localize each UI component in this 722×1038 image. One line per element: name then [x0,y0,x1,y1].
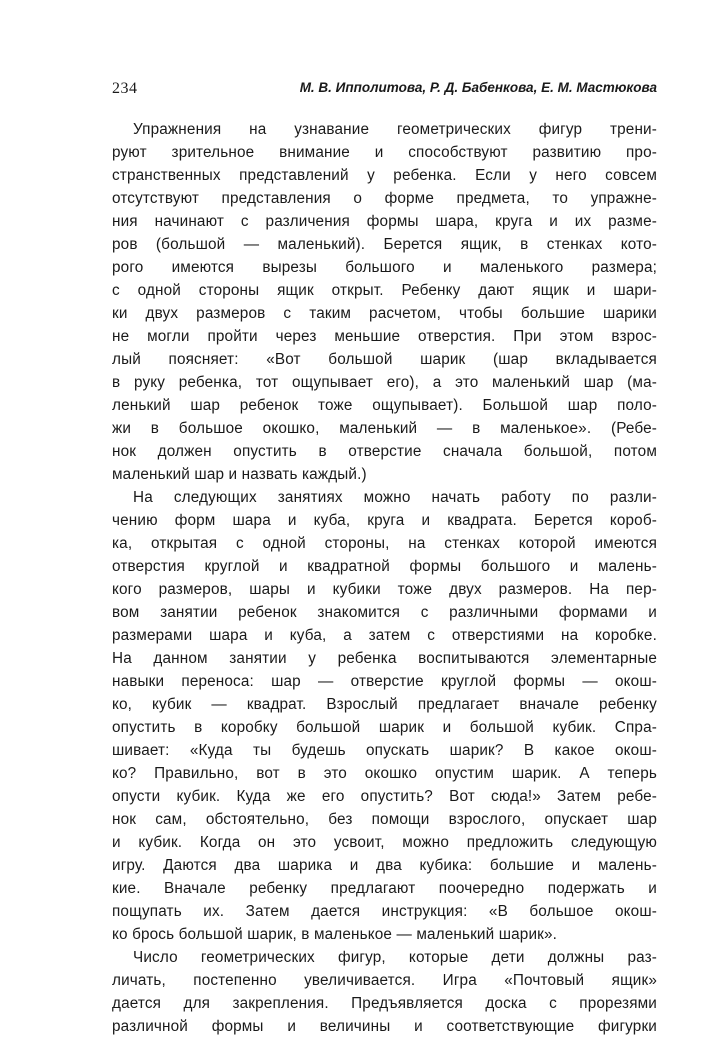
paragraph [112,946,657,1038]
body-text [112,118,657,1038]
text-line: ленький шар ребенок тоже ощупывает). Большой шар поло- [112,397,657,414]
text-line: На следующих занятиях можно начать работу по разли- [133,489,657,506]
text-line: ки двух размеров с таким расчетом, чтобы большие шарики [112,305,657,322]
text-line: жи в большое окошко, маленький — в маленькое». (Ребе- [112,420,657,437]
text-line: рого имеются вырезы большого и маленького размера; [112,259,657,276]
text-line: игру. Даются два шарика и два кубика: большие и малень- [112,857,657,874]
text-line: отсутствуют представления о форме предмета, то упражне- [112,190,657,207]
text-line: различной формы и величины и соответствующие фигурки [112,1018,657,1035]
running-head-authors: М. В. Ипполитова, Р. Д. Бабенкова, Е. М. Мастюкова [299,80,657,95]
paragraph [112,486,657,946]
text-line: На данном занятии у ребенка воспитываются элементарные [112,650,657,667]
text-line: навыки переноса: шар — отверстие круглой формы — окош- [112,673,657,690]
text-line: руют зрительное внимание и способствуют развитию про- [112,144,657,161]
text-line: ния начинают с различения формы шара, круга и их разме- [112,213,657,230]
text-line: ко? Правильно, вот в это окошко опустим шарик. А теперь [112,765,657,782]
text-line: ко брось большой шарик, в маленькое — маленький шарик». [112,926,558,943]
text-line: отверстия круглой и квадратной формы большого и малень- [112,558,657,575]
text-line: ка, открытая с одной стороны, на стенках которой имеются [112,535,657,552]
text-line: нок сам, обстоятельно, без помощи взрослого, опускает шар [112,811,657,828]
text-line: маленький шар и назвать каждый.) [112,466,367,483]
text-line: шивает: «Куда ты будешь опускать шарик? В какое окош- [112,742,657,759]
text-line: вом занятии ребенок знакомится с различными формами и [112,604,657,621]
text-line: пощупать их. Затем дается инструкция: «В большое окош- [112,903,657,920]
text-line: Число геометрических фигур, которые дети должны раз- [133,949,657,966]
text-line: нок должен опустить в отверстие сначала большой, потом [112,443,657,460]
text-line: в руку ребенка, тот ощупывает его), а это маленький шар (ма- [112,374,657,391]
text-line: кие. Вначале ребенку предлагают поочередно подержать и [112,880,657,897]
text-line: лый поясняет: «Вот большой шарик (шар вкладывается [112,351,657,368]
page-number: 234 [112,80,138,97]
text-line: личать, постепенно увеличивается. Игра «Почтовый ящик» [112,972,657,989]
text-line: опустить в коробку большой шарик и большой кубик. Спра- [112,719,657,736]
text-line: дается для закрепления. Предъявляется доска с прорезями [112,995,657,1012]
text-line: чению форм шара и куба, круга и квадрата. Берется короб- [112,512,657,529]
paragraph [112,118,657,486]
text-line: не могли пройти через меньшие отверстия. При этом взрос- [112,328,657,345]
text-line: опусти кубик. Куда же его опустить? Вот сюда!» Затем ребе- [112,788,657,805]
text-line: размерами шара и куба, а затем с отверстиями на коробке. [112,627,657,644]
page-header [112,80,657,104]
text-line: странственных представлений у ребенка. Если у него совсем [112,167,657,184]
text-line: кого размеров, шары и кубики тоже двух размеров. На пер- [112,581,657,598]
text-line: и кубик. Когда он это усвоит, можно предложить следующую [112,834,657,851]
text-line: Упражнения на узнавание геометрических фигур трени- [133,121,657,138]
text-line: ко, кубик — квадрат. Взрослый предлагает вначале ребенку [112,696,657,713]
text-line: с одной стороны ящик открыт. Ребенку дают ящик и шари- [112,282,657,299]
text-line: ров (большой — маленький). Берется ящик, в стенках кото- [112,236,657,253]
